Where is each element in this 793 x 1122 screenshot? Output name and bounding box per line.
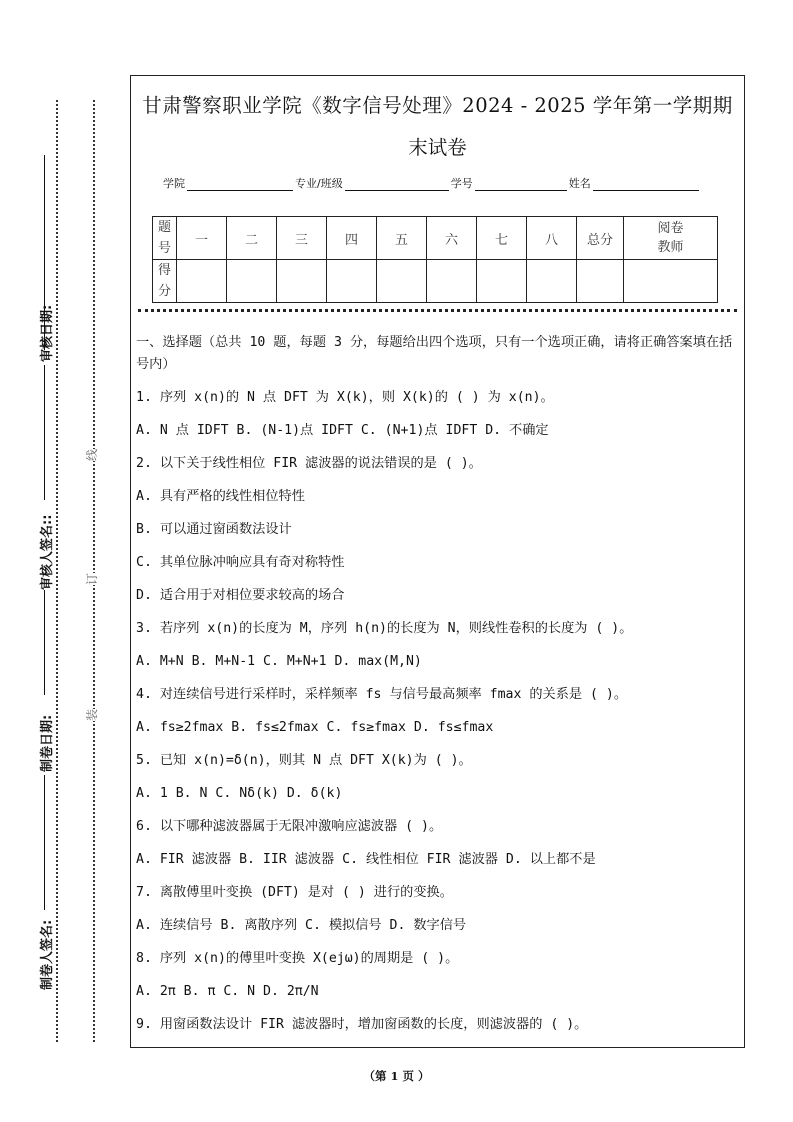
student-info-line: [163, 175, 701, 191]
question-7: 7. 离散傅里叶变换 (DFT) 是对 ( ) 进行的变换。: [136, 885, 453, 900]
exam-subtitle: 末试卷: [408, 136, 467, 159]
score-table: [152, 216, 718, 303]
col-3: 三: [277, 217, 327, 260]
question-2-option-c: C. 其单位脉冲响应具有奇对称特性: [136, 555, 345, 570]
binding-char-staple: 订: [85, 572, 100, 586]
score-cell-6[interactable]: [427, 260, 477, 303]
score-table-score-row: [153, 260, 718, 303]
question-5: 5. 已知 x(n)=δ(n)，则其 N 点 DFT X(k)为 ( )。: [136, 753, 472, 768]
question-8: 8. 序列 x(n)的傅里叶变换 X(ejω)的周期是 ( )。: [136, 951, 459, 966]
score-cell-2[interactable]: [227, 260, 277, 303]
col-7: 七: [477, 217, 527, 260]
question-3: 3. 若序列 x(n)的长度为 M，序列 h(n)的长度为 N，则线性卷积的长度为 ( )。: [136, 621, 633, 636]
name-label: 姓名: [568, 177, 591, 190]
col-total: 总分: [577, 217, 624, 260]
major-class-field[interactable]: [345, 178, 449, 191]
reviewer-sign-blank: [44, 365, 45, 500]
question-3-options: A. M+N B. M+N-1 C. M+N+1 D. max(M,N): [136, 654, 422, 669]
question-7-options: A. 连续信号 B. 离散序列 C. 模拟信号 D. 数字信号: [136, 918, 467, 933]
score-cell-4[interactable]: [327, 260, 377, 303]
col-1: 一: [177, 217, 227, 260]
name-field[interactable]: [593, 178, 699, 191]
student-id-field[interactable]: [475, 178, 567, 191]
score-cell-5[interactable]: [377, 260, 427, 303]
college-label: 学院: [163, 177, 185, 190]
question-8-options: A. 2π B. π C. N D. 2π/N: [136, 984, 319, 999]
col-4: 四: [327, 217, 377, 260]
maker-date-blank: [44, 590, 45, 695]
score-table-header-row: [153, 217, 718, 260]
maker-date-label: 制卷日期:: [40, 714, 55, 772]
score-cell-grader[interactable]: [624, 260, 718, 303]
reviewer-date-label: 审核日期:: [40, 304, 55, 362]
exam-frame: [130, 75, 745, 1048]
score-cell-total[interactable]: [577, 260, 624, 303]
major-class-label: 专业/班级: [295, 177, 343, 190]
page-number: （第 1 页 ）: [363, 1069, 430, 1083]
question-4-options: A. fs≥2fmax B. fs≤2fmax C. fs≥fmax D. fs≤fmax: [136, 720, 494, 735]
binding-char-line: 线: [85, 448, 100, 462]
question-2-option-b: B. 可以通过窗函数法设计: [136, 522, 292, 537]
score-cell-8[interactable]: [527, 260, 577, 303]
question-9: 9. 用窗函数法设计 FIR 滤波器时，增加窗函数的长度，则滤波器的 ( )。: [136, 1017, 588, 1032]
binding-dotted-line-inner: [93, 100, 95, 1042]
question-4: 4. 对连续信号进行采样时，采样频率 fs 与信号最高频率 fmax 的关系是 ( )。: [136, 687, 628, 702]
exam-title: 甘肃警察职业学院《数字信号处理》2024 - 2025 学年第一学期期: [142, 94, 733, 117]
col-2: 二: [227, 217, 277, 260]
binding-dotted-line-outer: [56, 100, 58, 1042]
question-2-option-d: D. 适合用于对相位要求较高的场合: [136, 588, 345, 603]
question-2-option-a: A. 具有严格的线性相位特性: [136, 489, 305, 504]
col-6: 六: [427, 217, 477, 260]
question-1: 1. 序列 x(n)的 N 点 DFT 为 X(k)，则 X(k)的 ( ) 为 x(n)。: [136, 390, 554, 405]
questions-content: [136, 332, 736, 1047]
score-cell-7[interactable]: [477, 260, 527, 303]
question-6: 6. 以下哪种滤波器属于无限冲激响应滤波器 ( )。: [136, 819, 443, 834]
binding-char-bind: 装: [85, 708, 100, 722]
col-8: 八: [527, 217, 577, 260]
question-number-label: 题 号: [153, 217, 177, 260]
college-field[interactable]: [187, 178, 293, 191]
col-grader: 阅卷 教师: [624, 217, 718, 260]
col-5: 五: [377, 217, 427, 260]
question-6-options: A. FIR 滤波器 B. IIR 滤波器 C. 线性相位 FIR 滤波器 D. 以上都不是: [136, 852, 596, 867]
question-5-options: A. 1 B. N C. Nδ(k) D. δ(k): [136, 786, 343, 801]
maker-sign-blank: [44, 775, 45, 910]
question-2: 2. 以下关于线性相位 FIR 滤波器的说法错误的是 ( )。: [136, 456, 482, 471]
score-label: 得 分: [153, 260, 177, 303]
score-cell-3[interactable]: [277, 260, 327, 303]
question-1-options: A. N 点 IDFT B. (N-1)点 IDFT C. (N+1)点 IDFT D. 不确定: [136, 423, 549, 438]
student-id-label: 学号: [450, 177, 473, 190]
section-heading: 一、选择题（总共 10 题，每题 3 分，每题给出四个选项，只有一个选项正确，请将正确答案填在括号内）: [136, 335, 733, 372]
reviewer-sign-label: 审核人签名::: [40, 514, 55, 590]
score-cell-1[interactable]: [177, 260, 227, 303]
maker-sign-label: 制卷人签名:: [40, 919, 55, 990]
dotted-separator: [138, 309, 737, 312]
